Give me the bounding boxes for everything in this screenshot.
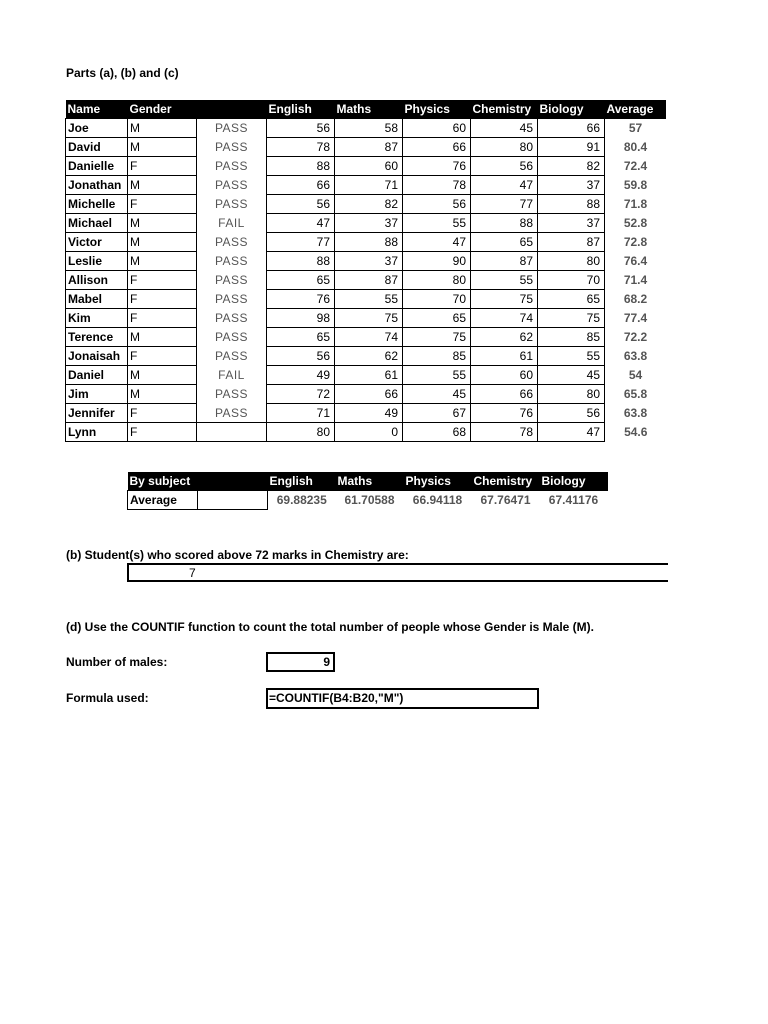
score-biology: 55 — [538, 347, 605, 366]
student-average: 63.8 — [623, 406, 648, 420]
score-english: 88 — [267, 252, 335, 271]
males-value: 9 — [323, 655, 330, 669]
score-english: 71 — [267, 404, 335, 423]
males-value-box[interactable] — [266, 652, 335, 672]
student-gender: F — [128, 347, 197, 366]
score-chemistry: 77 — [471, 195, 538, 214]
student-name: Jim — [66, 385, 128, 404]
score-chemistry: 56 — [471, 157, 538, 176]
score-physics: 55 — [403, 214, 471, 233]
score-english: 77 — [267, 233, 335, 252]
student-name: Leslie — [66, 252, 128, 271]
student-gender: M — [128, 138, 197, 157]
header-gender: Gender — [128, 100, 197, 119]
score-physics: 68 — [403, 423, 471, 442]
score-biology: 45 — [538, 366, 605, 385]
table-row — [66, 214, 667, 233]
student-name: Michelle — [66, 195, 128, 214]
score-biology: 82 — [538, 157, 605, 176]
student-name: Joe — [66, 119, 128, 138]
subject-header-maths: Maths — [336, 472, 404, 491]
average-maths: 61.70588 — [344, 493, 395, 507]
score-biology: 80 — [538, 252, 605, 271]
score-biology: 88 — [538, 195, 605, 214]
header-english: English — [267, 100, 335, 119]
score-chemistry: 80 — [471, 138, 538, 157]
table-row — [66, 233, 667, 252]
score-biology: 70 — [538, 271, 605, 290]
table-row — [66, 271, 667, 290]
student-gender: M — [128, 214, 197, 233]
table-row — [66, 309, 667, 328]
average-physics: 66.94118 — [412, 493, 463, 507]
score-chemistry: 66 — [471, 385, 538, 404]
table-header-row — [66, 100, 667, 119]
score-biology: 66 — [538, 119, 605, 138]
student-status: PASS — [214, 140, 249, 154]
student-status: PASS — [214, 254, 249, 268]
student-average: 59.8 — [623, 178, 648, 192]
score-english: 76 — [267, 290, 335, 309]
score-maths: 87 — [335, 138, 403, 157]
score-chemistry: 60 — [471, 366, 538, 385]
subject-header-physics: Physics — [404, 472, 472, 491]
student-gender: F — [128, 423, 197, 442]
table-row — [66, 195, 667, 214]
student-gender: F — [128, 271, 197, 290]
part-b-answer: 7 — [189, 566, 196, 580]
table-row — [66, 290, 667, 309]
score-chemistry: 87 — [471, 252, 538, 271]
score-physics: 90 — [403, 252, 471, 271]
score-chemistry: 78 — [471, 423, 538, 442]
average-chemistry: 67.76471 — [480, 493, 531, 507]
score-maths: 66 — [335, 385, 403, 404]
student-name: Kim — [66, 309, 128, 328]
by-subject-average-row — [128, 491, 608, 510]
score-maths: 49 — [335, 404, 403, 423]
score-english: 88 — [267, 157, 335, 176]
student-name: Lynn — [66, 423, 128, 442]
by-subject-label: By subject — [128, 472, 198, 491]
score-maths: 60 — [335, 157, 403, 176]
by-subject-header-row — [128, 472, 608, 491]
student-average: 65.8 — [623, 387, 648, 401]
score-biology: 85 — [538, 328, 605, 347]
score-maths: 74 — [335, 328, 403, 347]
part-b-answer-box[interactable] — [127, 563, 668, 582]
student-status: PASS — [214, 273, 249, 287]
formula-value: =COUNTIF(B4:B20,"M") — [269, 691, 404, 705]
student-gender: F — [128, 290, 197, 309]
by-subject-table — [127, 472, 608, 510]
table-row — [66, 404, 667, 423]
score-biology: 37 — [538, 176, 605, 195]
score-maths: 37 — [335, 214, 403, 233]
by-subject-blank — [198, 472, 268, 491]
subject-header-chemistry: Chemistry — [472, 472, 540, 491]
header-status — [197, 100, 267, 119]
student-average: 71.4 — [623, 273, 648, 287]
table-row — [66, 138, 667, 157]
score-chemistry: 55 — [471, 271, 538, 290]
score-english: 47 — [267, 214, 335, 233]
table-row — [66, 366, 667, 385]
score-maths: 37 — [335, 252, 403, 271]
score-english: 56 — [267, 347, 335, 366]
score-chemistry: 88 — [471, 214, 538, 233]
part-d-question: (d) Use the COUNTIF function to count the total number of people whose Gender is Male (M). — [66, 620, 595, 634]
score-physics: 47 — [403, 233, 471, 252]
score-english: 49 — [267, 366, 335, 385]
score-physics: 66 — [403, 138, 471, 157]
score-maths: 82 — [335, 195, 403, 214]
student-average: 72.2 — [623, 330, 648, 344]
score-english: 80 — [267, 423, 335, 442]
score-biology: 47 — [538, 423, 605, 442]
score-english: 56 — [267, 195, 335, 214]
score-chemistry: 45 — [471, 119, 538, 138]
student-gender: F — [128, 157, 197, 176]
score-physics: 76 — [403, 157, 471, 176]
student-gender: F — [128, 309, 197, 328]
student-name: Jennifer — [66, 404, 128, 423]
score-physics: 56 — [403, 195, 471, 214]
score-biology: 87 — [538, 233, 605, 252]
student-gender: M — [128, 328, 197, 347]
score-maths: 88 — [335, 233, 403, 252]
student-average: 57 — [628, 121, 643, 135]
score-biology: 80 — [538, 385, 605, 404]
student-gender: M — [128, 119, 197, 138]
score-biology: 65 — [538, 290, 605, 309]
student-status: PASS — [214, 387, 249, 401]
table-row — [66, 423, 667, 442]
student-average: 80.4 — [623, 140, 648, 154]
student-name: Victor — [66, 233, 128, 252]
average-row-blank — [198, 491, 268, 510]
student-gender: M — [128, 252, 197, 271]
student-status: PASS — [214, 197, 249, 211]
table-row — [66, 176, 667, 195]
score-physics: 70 — [403, 290, 471, 309]
score-english: 66 — [267, 176, 335, 195]
student-status: PASS — [214, 292, 249, 306]
score-chemistry: 62 — [471, 328, 538, 347]
student-average: 71.8 — [623, 197, 648, 211]
header-average: Average — [605, 100, 667, 119]
student-name: Terence — [66, 328, 128, 347]
score-biology: 91 — [538, 138, 605, 157]
score-chemistry: 76 — [471, 404, 538, 423]
average-row-label: Average — [128, 491, 198, 510]
student-name: Allison — [66, 271, 128, 290]
score-biology: 37 — [538, 214, 605, 233]
student-gender: F — [128, 404, 197, 423]
student-status: PASS — [214, 405, 249, 420]
score-english: 72 — [267, 385, 335, 404]
student-gender: M — [128, 385, 197, 404]
student-name: Mabel — [66, 290, 128, 309]
score-english: 65 — [267, 271, 335, 290]
student-average: 52.8 — [623, 216, 648, 230]
score-maths: 62 — [335, 347, 403, 366]
table-row — [66, 119, 667, 138]
score-physics: 55 — [403, 366, 471, 385]
header-chemistry: Chemistry — [471, 100, 538, 119]
student-average: 77.4 — [623, 311, 648, 325]
males-label: Number of males: — [66, 655, 168, 669]
score-chemistry: 47 — [471, 176, 538, 195]
table-row — [66, 347, 667, 366]
student-average: 63.8 — [623, 349, 648, 363]
header-biology: Biology — [538, 100, 605, 119]
student-status: PASS — [214, 178, 249, 192]
formula-label: Formula used: — [66, 691, 149, 705]
score-chemistry: 75 — [471, 290, 538, 309]
student-gender: F — [128, 195, 197, 214]
score-english: 56 — [267, 119, 335, 138]
student-status: PASS — [214, 121, 249, 135]
header-physics: Physics — [403, 100, 471, 119]
score-physics: 67 — [403, 404, 471, 423]
table-row — [66, 252, 667, 271]
table-row — [66, 385, 667, 404]
average-biology: 67.41176 — [548, 493, 599, 507]
score-maths: 58 — [335, 119, 403, 138]
student-gender: M — [128, 233, 197, 252]
student-name: Jonathan — [66, 176, 128, 195]
parts-title: Parts (a), (b) and (c) — [66, 66, 179, 80]
student-gender: M — [128, 366, 197, 385]
score-maths: 61 — [335, 366, 403, 385]
student-name: Daniel — [66, 366, 128, 385]
score-physics: 60 — [403, 119, 471, 138]
student-status: PASS — [214, 235, 249, 249]
score-chemistry: 74 — [471, 309, 538, 328]
part-b-question: (b) Student(s) who scored above 72 marks in Chemistry are: — [66, 548, 409, 562]
student-average: 54 — [628, 368, 643, 382]
score-maths: 75 — [335, 309, 403, 328]
student-status: FAIL — [218, 368, 245, 382]
header-maths: Maths — [335, 100, 403, 119]
student-status: PASS — [214, 330, 249, 344]
student-name: Michael — [66, 214, 128, 233]
score-english: 78 — [267, 138, 335, 157]
student-status: PASS — [214, 349, 249, 363]
formula-value-box[interactable] — [266, 688, 539, 709]
score-chemistry: 65 — [471, 233, 538, 252]
student-average: 54.6 — [624, 425, 648, 439]
header-name: Name — [66, 100, 128, 119]
score-physics: 45 — [403, 385, 471, 404]
score-chemistry: 61 — [471, 347, 538, 366]
score-english: 98 — [267, 309, 335, 328]
score-physics: 85 — [403, 347, 471, 366]
average-english: 69.88235 — [276, 493, 327, 507]
score-physics: 78 — [403, 176, 471, 195]
score-maths: 71 — [335, 176, 403, 195]
student-name: David — [66, 138, 128, 157]
score-biology: 56 — [538, 404, 605, 423]
score-physics: 80 — [403, 271, 471, 290]
student-name: Jonaisah — [66, 347, 128, 366]
subject-header-biology: Biology — [540, 472, 608, 491]
student-status: PASS — [214, 159, 249, 173]
table-row — [66, 328, 667, 347]
student-average: 72.4 — [623, 159, 648, 173]
score-biology: 75 — [538, 309, 605, 328]
score-english: 65 — [267, 328, 335, 347]
student-average: 68.2 — [623, 292, 648, 306]
student-name: Danielle — [66, 157, 128, 176]
student-average: 72.8 — [623, 235, 648, 249]
score-maths: 87 — [335, 271, 403, 290]
score-physics: 75 — [403, 328, 471, 347]
score-maths: 55 — [335, 290, 403, 309]
student-status: PASS — [214, 311, 249, 325]
student-gender: M — [128, 176, 197, 195]
student-average: 76.4 — [623, 254, 648, 268]
table-row — [66, 157, 667, 176]
score-physics: 65 — [403, 309, 471, 328]
student-status: FAIL — [218, 216, 245, 230]
student-status — [197, 423, 267, 442]
student-scores-table — [65, 100, 667, 442]
score-maths: 0 — [335, 423, 403, 442]
subject-header-english: English — [268, 472, 336, 491]
